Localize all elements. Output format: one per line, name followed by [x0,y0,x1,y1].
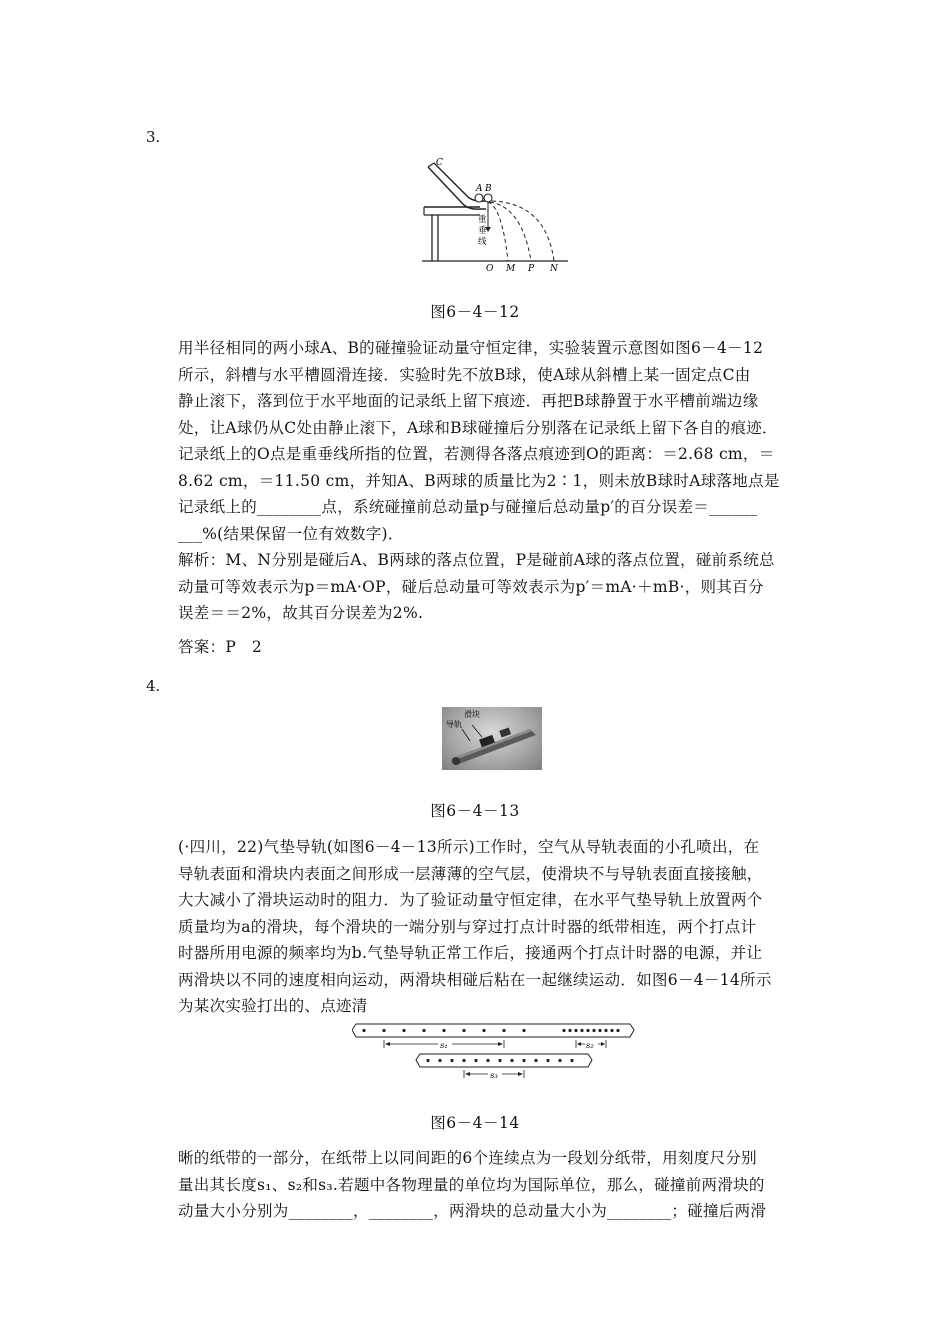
label-n: N [550,264,558,274]
question-3-answer: 答案：P 2 [178,638,263,656]
question-4-text [178,834,818,1020]
photo-label-rail: 导轨 [446,720,462,729]
label-s2: s₂ [586,1041,594,1051]
label-a: A [476,184,483,194]
label-m: M [506,264,516,274]
question-number-4: 4. [146,677,161,695]
paper-tape-diagram [352,1020,642,1090]
q3-line-3: 静止滚下，落到位于水平地面的记录纸上留下痕迹．再把B球静置于水平槽前端边缘 [178,392,759,410]
q4-line-7: 为某次实验打出的、点迹清 [178,997,368,1015]
label-p: P [528,264,535,274]
label-s3: s₃ [490,1071,498,1081]
question-3-text [178,335,818,547]
label-b: B [485,184,492,194]
label-s1: s₁ [440,1041,448,1051]
q3-line-2: 所示，斜槽与水平槽圆滑连接．实验时先不放B球，使A球从斜槽上某一固定点C由 [178,365,751,384]
label-plumb-3: 线 [478,237,487,247]
q4-cont-line-3: 动量大小分别为________，________，两滑块的总动量大小为________；碰撞后两滑 [178,1202,767,1220]
label-plumb-2: 垂 [478,226,487,236]
photo-label-slider: 滑块 [464,710,480,719]
q3-line-5: 记录纸上的O点是重垂线所指的位置，若测得各落点痕迹到O的距离：＝2.68 cm，＝ [178,445,775,463]
question-3-analysis [178,547,818,627]
q3-line-8: ___%(结果保留一位有效数字)． [178,524,404,543]
figure-caption-6-4-13: 图6－4－13 [430,802,520,820]
q3-line-1: 用半径相同的两小球A、B的碰撞验证动量守恒定律，实验装置示意图如图6－4－12 [178,339,764,357]
figure-caption-6-4-12: 图6－4－12 [430,303,520,321]
analysis-line-2: 动量可等效表示为p＝mA·OP，碰后总动量可等效表示为p′＝mA·＋mB·，则其百分 [178,577,764,596]
q3-line-6: 8.62 cm，＝11.50 cm，并知A、B两球的质量比为2∶1，则未放B球时A球落地点是 [178,471,780,490]
q4-cont-line-2: 量出其长度s₁、s₂和s₃.若题中各物理量的单位均为国际单位，那么，碰撞前两滑块的 [178,1175,765,1194]
q4-line-5: 时器所用电源的频率均为b.气垫导轨正常工作后，接通两个打点计时器的电源，并让 [178,944,763,962]
figure-caption-6-4-14: 图6－4－14 [430,1114,520,1132]
analysis-line-1: 解析：M、N分别是碰后A、B两球的落点位置，P是碰前A球的落点位置，碰前系统总 [178,551,775,569]
analysis-line-3: 误差＝＝2%，故其百分误差为2%. [178,604,424,622]
question-number-3: 3. [146,128,161,146]
q3-line-7: 记录纸上的________点，系统碰撞前总动量p与碰撞后总动量p′的百分误差＝______ [178,498,758,516]
q3-line-4: 处，让A球仍从C处由静止滚下，A球和B球碰撞后分别落在记录纸上留下各自的痕迹． [178,418,778,437]
label-plumb-1: 重 [478,215,487,225]
q4-cont-line-1: 晰的纸带的一部分，在纸带上以同间距的6个连续点为一段划分纸带，用刻度尺分别 [178,1149,757,1167]
q4-line-4: 质量均为a的滑块，每个滑块的一端分别与穿过打点计时器的纸带相连，两个打点计 [178,917,757,936]
air-track-photo [442,707,542,770]
q4-line-1: (·四川，22)气垫导轨(如图6－4－13所示)工作时，空气从导轨表面的小孔喷出，在 [178,838,760,856]
q4-line-3: 大大减小了滑块运动时的阻力．为了验证动量守恒定律，在水平气垫导轨上放置两个 [178,891,763,909]
label-o: O [486,264,494,274]
q4-line-6: 两滑块以不同的速度相向运动，两滑块相碰后粘在一起继续运动．如图6－4－14所示 [178,970,772,989]
collision-apparatus-diagram [418,155,578,275]
q4-line-2: 导轨表面和滑块内表面之间形成一层薄薄的空气层，使滑块不与导轨表面直接接触， [178,864,763,883]
label-c: C [436,158,443,168]
question-4-continued-text [178,1145,818,1225]
